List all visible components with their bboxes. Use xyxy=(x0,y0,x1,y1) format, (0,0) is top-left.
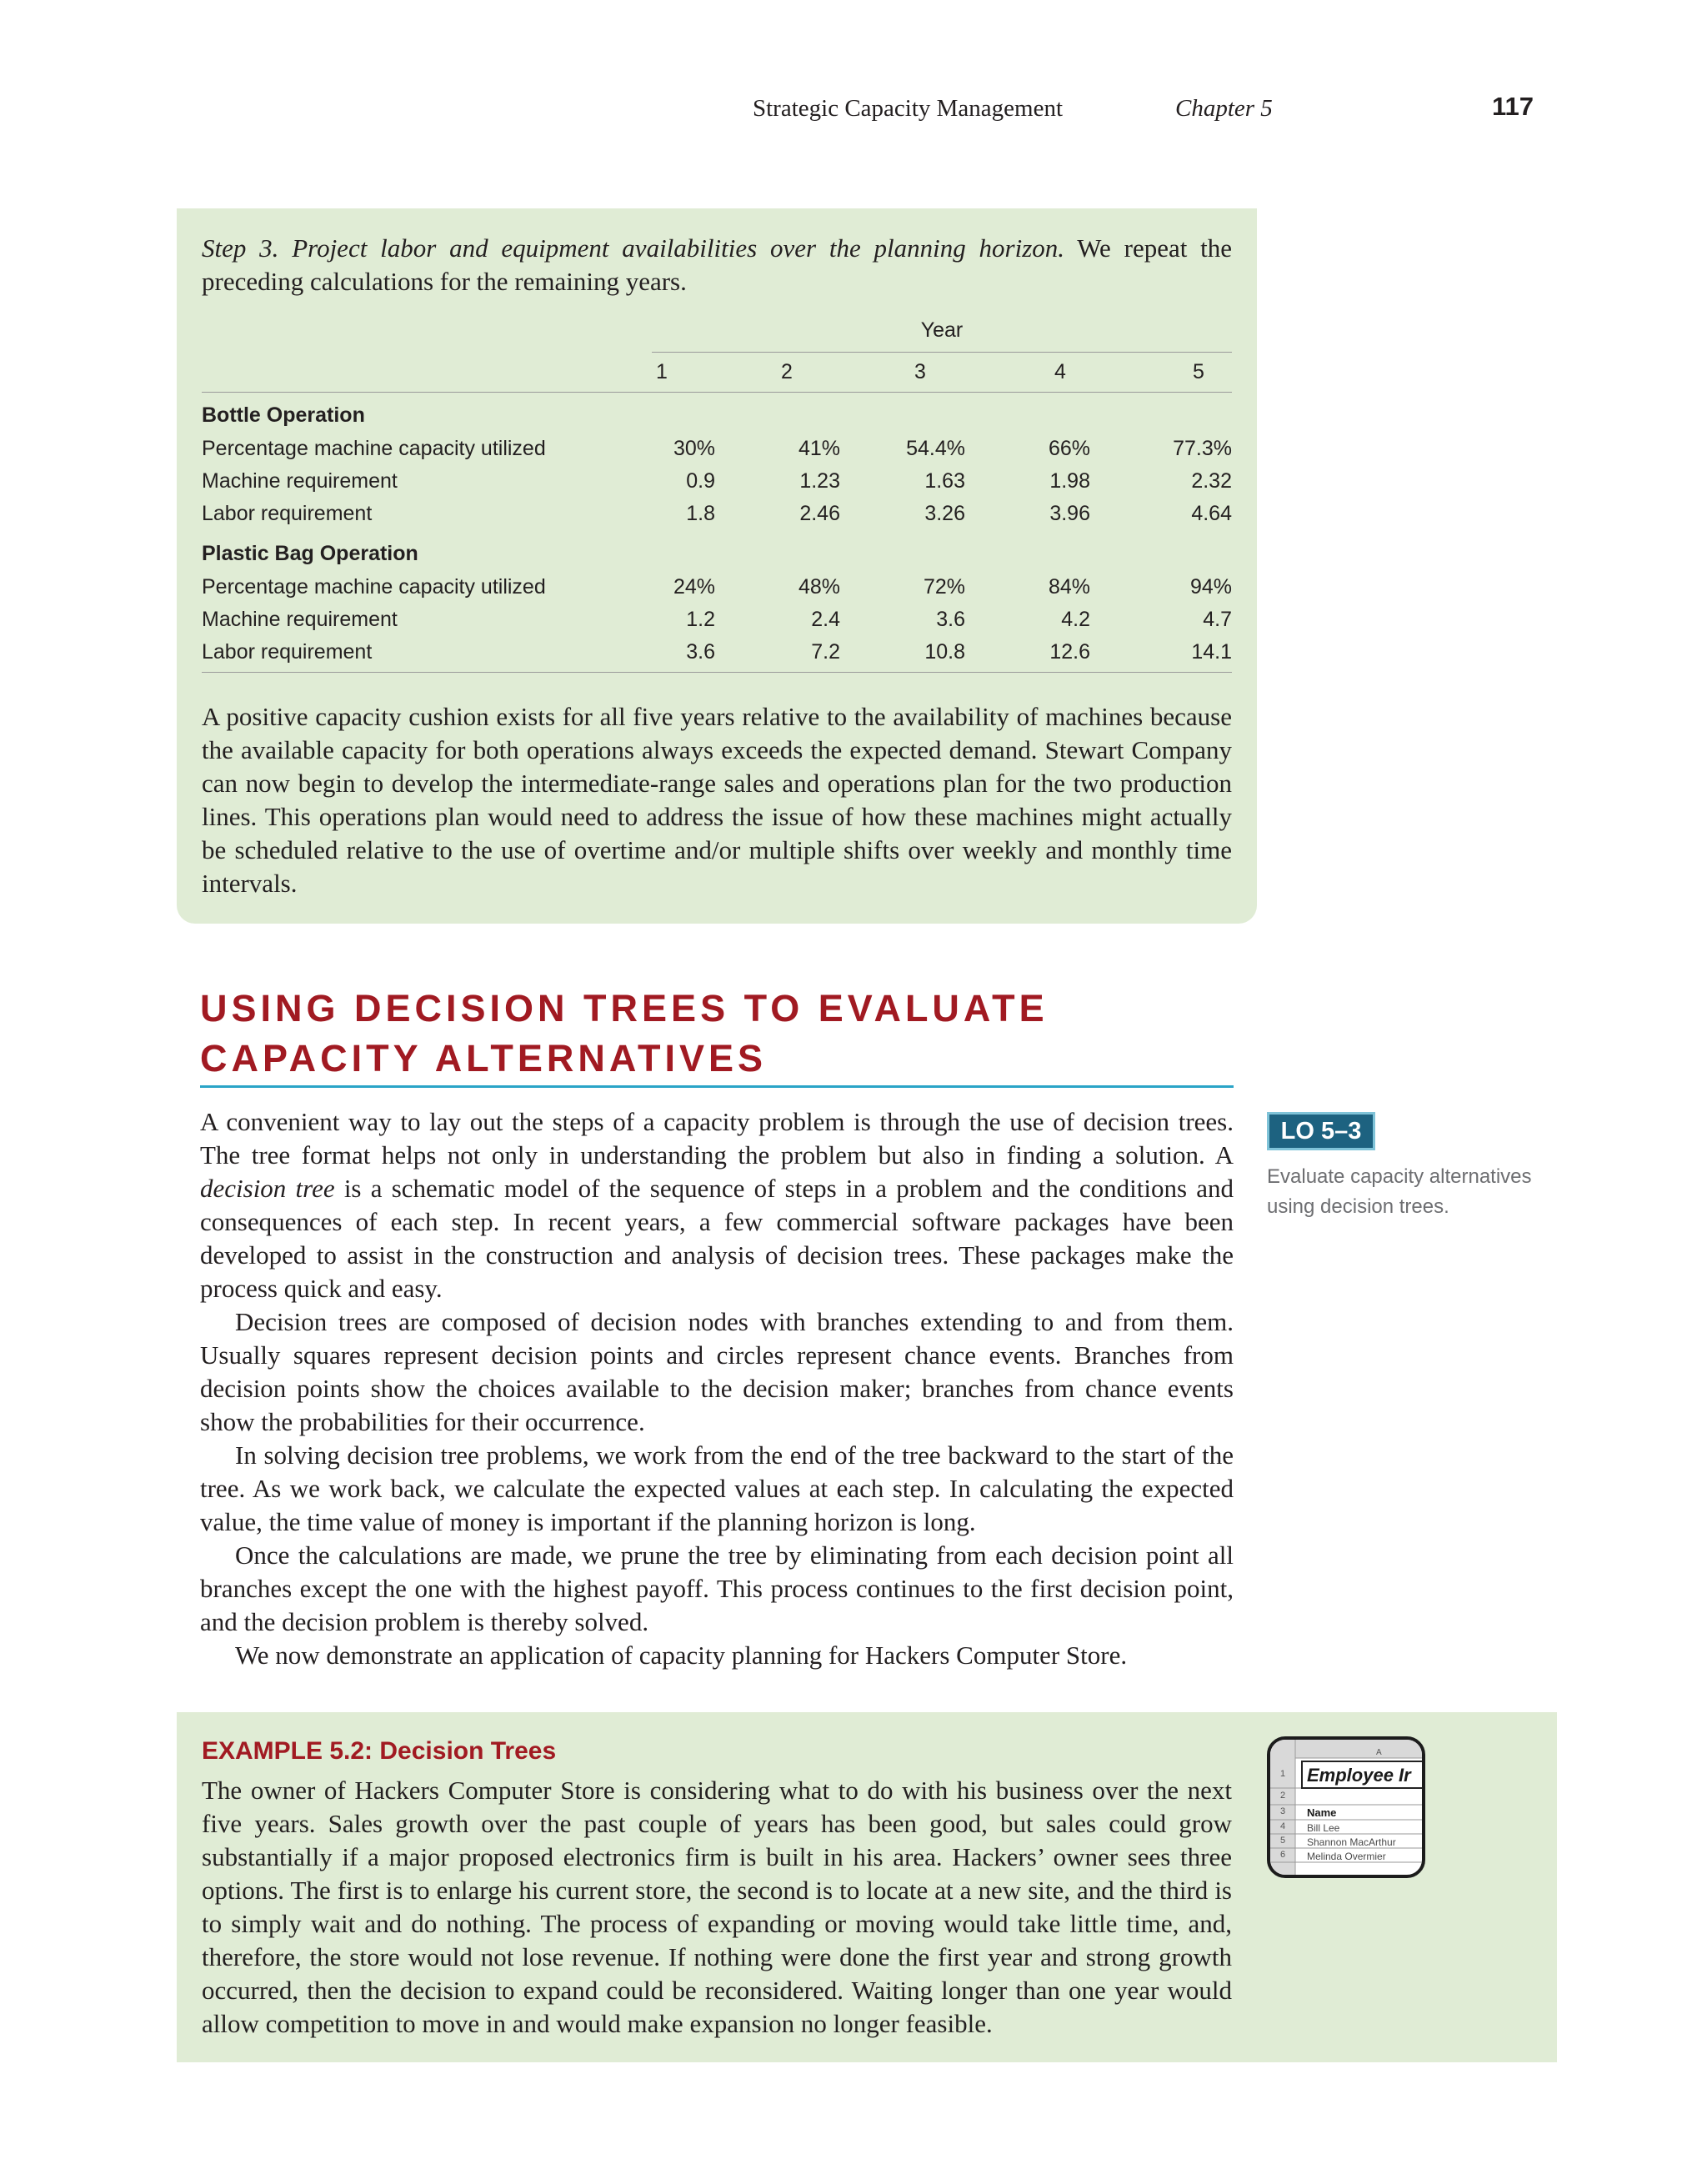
step3-text: We repeat the preceding calculations for the remaining years. xyxy=(202,233,1232,296)
running-head-chapter: Chapter 5 xyxy=(1175,95,1273,122)
table-cell: 1.98 xyxy=(1049,469,1090,493)
body-paragraph xyxy=(200,1105,1234,1305)
table-cell: 54.4% xyxy=(906,437,965,460)
spreadsheet-cell: Bill Lee xyxy=(1307,1822,1340,1834)
step3-conclusion: A positive capacity cushion exists for all five years relative to the availability of machines because the available capacity for both operations always exceeds the expected demand. Stewart Company can now begin to develop the intermediate-range sales and operations plan for the two production lines. This operations plan would need to address the issue of how these machines might actually be scheduled relative to the use of overtime and/or multiple shifts over weekly and monthly time intervals. xyxy=(202,702,1232,898)
table-rule xyxy=(202,672,1232,673)
table-cell: 30% xyxy=(673,437,715,460)
learning-objective-text: Evaluate capacity alternatives using decision trees. xyxy=(1267,1165,1532,1218)
table-cell: 2.32 xyxy=(1191,469,1232,493)
table-group-header: Year xyxy=(920,318,964,342)
table-row-label: Machine requirement xyxy=(202,608,398,631)
table-cell: 84% xyxy=(1048,575,1090,599)
table-cell: 1.63 xyxy=(924,469,965,493)
table-cell: 7.2 xyxy=(811,640,840,664)
table-cell: 10.8 xyxy=(924,640,965,664)
spreadsheet-row-number: 4 xyxy=(1279,1821,1286,1831)
step3-panel xyxy=(177,208,1257,924)
table-cell: 14.1 xyxy=(1191,640,1232,664)
running-head-title: Strategic Capacity Management xyxy=(753,95,1064,122)
column-header: 3 xyxy=(914,360,926,383)
table-cell: 48% xyxy=(798,575,840,599)
table-row-label: Percentage machine capacity utilized xyxy=(202,437,546,460)
section-heading xyxy=(200,984,1234,1084)
page-number: 117 xyxy=(1491,92,1534,121)
section-body xyxy=(200,1105,1234,1672)
section-heading-line: USING DECISION TREES TO EVALUATE xyxy=(200,987,1049,1029)
table-cell: 3.6 xyxy=(686,640,715,664)
section-heading-line: CAPACITY ALTERNATIVES xyxy=(200,1037,768,1079)
spreadsheet-title: Employee Ir xyxy=(1307,1765,1411,1786)
spreadsheet-column-letter: A xyxy=(1376,1748,1382,1757)
table-cell: 77.3% xyxy=(1173,437,1232,460)
table-cell: 2.46 xyxy=(799,502,840,525)
body-text-run: A convenient way to lay out the steps of a capacity problem is through the use of decision trees. The tree format helps not only in understanding the problem but also in finding a solution. A xyxy=(200,1107,1234,1170)
body-paragraph: In solving decision tree problems, we work from the end of the tree backward to the start of the tree. As we work back, we calculate the expected values at each step. In calculating the expected value, the time value of money is important if the planning horizon is long. xyxy=(200,1440,1234,1536)
column-header: 5 xyxy=(1193,360,1204,383)
table-cell: 1.8 xyxy=(686,502,715,525)
table-cell: 4.64 xyxy=(1191,502,1232,525)
table-cell: 41% xyxy=(798,437,840,460)
table-section-label: Bottle Operation xyxy=(202,403,365,427)
spreadsheet-cell: Shannon MacArthur xyxy=(1307,1836,1396,1848)
section-rule xyxy=(200,1085,1234,1088)
table-row-label: Percentage machine capacity utilized xyxy=(202,575,546,599)
table-cell: 4.2 xyxy=(1061,608,1090,631)
table-row-label: Labor requirement xyxy=(202,502,373,525)
spreadsheet-row-number: 5 xyxy=(1279,1836,1286,1846)
table-cell: 0.9 xyxy=(686,469,715,493)
column-header: 4 xyxy=(1054,360,1066,383)
table-cell: 4.7 xyxy=(1203,608,1232,631)
table-cell: 3.6 xyxy=(936,608,965,631)
spreadsheet-row-number: 2 xyxy=(1279,1791,1286,1801)
spreadsheet-row-number: 3 xyxy=(1279,1806,1286,1816)
example-title: EXAMPLE 5.2: Decision Trees xyxy=(202,1737,557,1765)
table-row-label: Machine requirement xyxy=(202,469,398,493)
table-section-label: Plastic Bag Operation xyxy=(202,542,418,565)
running-header xyxy=(0,92,1707,128)
table-cell: 2.4 xyxy=(811,608,840,631)
table-cell: 3.26 xyxy=(924,502,965,525)
spreadsheet-header: Name xyxy=(1307,1806,1337,1819)
step3-lead: Step 3. Project labor and equipment availabilities over the planning horizon. xyxy=(202,233,1065,263)
body-text-run: is a schematic model of the sequence of steps in a problem and the conditions and consequences of each step. In recent years, a few commercial software packages have been developed to assist in the construction and analysis of decision trees. These packages make the process quick and easy. xyxy=(200,1174,1234,1303)
step3-intro xyxy=(202,232,1232,298)
table-cell: 72% xyxy=(923,575,965,599)
table-cell: 24% xyxy=(673,575,715,599)
spreadsheet-cell: Melinda Overmier xyxy=(1307,1851,1386,1862)
learning-objective-badge: LO 5–3 xyxy=(1267,1112,1375,1150)
column-header: 1 xyxy=(656,360,668,383)
body-paragraph: Once the calculations are made, we prune the tree by eliminating from each decision point all branches except the one with the highest payoff. This process continues to the first decision point, and the decision problem is thereby solved. xyxy=(200,1540,1234,1636)
table-row-label: Labor requirement xyxy=(202,640,373,664)
table-cell: 94% xyxy=(1189,575,1232,599)
table-cell: 12.6 xyxy=(1049,640,1090,664)
table-rule xyxy=(652,352,1232,353)
body-paragraph: We now demonstrate an application of capacity planning for Hackers Computer Store. xyxy=(235,1641,1128,1670)
body-paragraph: Decision trees are composed of decision nodes with branches extending to and from them. Usually squares represent decision points and circles represent chance events. Branches from decision points show the choices available to the decision maker; branches from chance events show the probabilities for their occurrence. xyxy=(200,1307,1234,1436)
table-rule xyxy=(202,392,1232,393)
spreadsheet-row-number: 1 xyxy=(1279,1769,1286,1779)
table-cell: 66% xyxy=(1048,437,1090,460)
table-cell: 1.23 xyxy=(799,469,840,493)
column-header: 2 xyxy=(781,360,793,383)
capacity-table xyxy=(202,318,1232,664)
table-cell: 1.2 xyxy=(686,608,715,631)
key-term: decision tree xyxy=(200,1174,335,1203)
example-text: The owner of Hackers Computer Store is considering what to do with his business over the next five years. Sales growth over the past couple of years has been good, but sales could grow substantially if a major proposed electronics firm is built in his area. Hackers’ owner sees three options. The first is to enlarge his current store, the second is to locate at a new site, and the third is to simply wait and do nothing. The process of expanding or moving would take little time, and, therefore, the store would not lose revenue. If nothing were done the first year and strong growth occurred, then the decision to expand could be reconsidered. Waiting longer than one year would allow competition to move in and would make expansion no longer feasible. xyxy=(202,1776,1232,2038)
table-cell: 3.96 xyxy=(1049,502,1090,525)
spreadsheet-row-number: 6 xyxy=(1279,1850,1286,1860)
excel-spreadsheet-icon xyxy=(1267,1736,1425,1878)
